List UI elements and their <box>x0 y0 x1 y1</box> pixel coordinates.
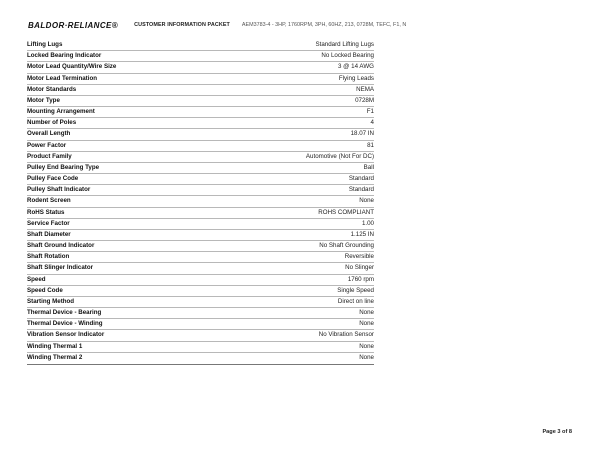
spec-value: Single Speed <box>337 286 374 294</box>
spec-value: Ball <box>363 163 374 171</box>
spec-row <box>27 96 374 107</box>
spec-table <box>27 40 374 365</box>
spec-label: Shaft Diameter <box>27 230 71 238</box>
spec-value: 3 @ 14 AWG <box>338 63 374 71</box>
spec-value: Standard Lifting Lugs <box>315 40 374 48</box>
spec-value: 1.125 IN <box>350 230 374 238</box>
spec-value: Direct on line <box>337 297 374 305</box>
spec-row <box>27 129 374 140</box>
spec-row <box>27 263 374 274</box>
spec-row <box>27 208 374 219</box>
spec-value: NEMA <box>356 85 374 93</box>
spec-row <box>27 297 374 308</box>
spec-label: Shaft Ground Indicator <box>27 242 95 250</box>
spec-label: Speed Code <box>27 286 63 294</box>
document-subtitle: AEM3783-4 - 3HP, 1760RPM, 3PH, 60HZ, 213, 0728M, TEFC, F1, N <box>241 22 407 28</box>
spec-value: Reversible <box>344 253 374 261</box>
spec-value: None <box>359 342 374 350</box>
spec-row <box>27 353 374 364</box>
spec-row <box>27 85 374 96</box>
spec-label: Overall Length <box>27 130 71 138</box>
spec-value: 1.00 <box>361 219 374 227</box>
spec-value: 81 <box>367 141 374 149</box>
spec-value: Flying Leads <box>338 74 374 82</box>
spec-label: Starting Method <box>27 297 75 305</box>
spec-value: None <box>359 197 374 205</box>
spec-label: Thermal Device - Bearing <box>27 309 102 317</box>
spec-row <box>27 219 374 230</box>
spec-label: Service Factor <box>27 219 70 227</box>
spec-row <box>27 107 374 118</box>
spec-value: Standard <box>348 175 374 183</box>
spec-value: Standard <box>348 186 374 194</box>
spec-label: Pulley End Bearing Type <box>27 163 100 171</box>
spec-label: Product Family <box>27 152 72 160</box>
document-title: CUSTOMER INFORMATION PACKET <box>134 22 230 28</box>
spec-value: 1760 rpm <box>347 275 374 283</box>
spec-row <box>27 330 374 341</box>
spec-row <box>27 40 374 51</box>
spec-value: None <box>359 309 374 317</box>
spec-row <box>27 275 374 286</box>
spec-row <box>27 230 374 241</box>
spec-label: Vibration Sensor Indicator <box>27 331 105 339</box>
spec-label: Shaft Rotation <box>27 253 70 261</box>
spec-row <box>27 141 374 152</box>
spec-label: Pulley Shaft Indicator <box>27 186 91 194</box>
spec-value: No Shaft Grounding <box>319 242 374 250</box>
spec-label: Number of Poles <box>27 119 77 127</box>
spec-label: Lifting Lugs <box>27 40 63 48</box>
spec-label: Speed <box>27 275 46 283</box>
spec-row <box>27 163 374 174</box>
spec-label: Rodent Screen <box>27 197 71 205</box>
spec-label: Motor Lead Quantity/Wire Size <box>27 63 117 71</box>
spec-label: Shaft Slinger Indicator <box>27 264 94 272</box>
spec-value: No Vibration Sensor <box>318 331 374 339</box>
page-number: Page 3 of 8 <box>542 429 572 435</box>
spec-row <box>27 51 374 62</box>
spec-label: Power Factor <box>27 141 67 149</box>
spec-label: Mounting Arrangement <box>27 108 95 116</box>
spec-row <box>27 319 374 330</box>
spec-value: Automotive (Not For DC) <box>305 152 374 160</box>
spec-row <box>27 62 374 73</box>
spec-row <box>27 286 374 297</box>
spec-row <box>27 118 374 129</box>
spec-value: F1 <box>366 108 374 116</box>
spec-row <box>27 74 374 85</box>
page-header <box>28 19 588 31</box>
spec-label: Locked Bearing Indicator <box>27 52 102 60</box>
spec-label: Motor Lead Termination <box>27 74 98 82</box>
spec-row <box>27 342 374 353</box>
spec-value: No Locked Bearing <box>321 52 374 60</box>
spec-value: 18.07 IN <box>350 130 374 138</box>
spec-row <box>27 252 374 263</box>
spec-row <box>27 152 374 163</box>
brand-logo: BALDOR·RELIANCE® <box>28 20 119 30</box>
spec-value: 0728M <box>355 96 374 104</box>
spec-label: RoHS Status <box>27 208 65 216</box>
spec-value: No Slinger <box>345 264 374 272</box>
spec-label: Winding Thermal 1 <box>27 342 83 350</box>
spec-value: ROHS COMPLIANT <box>318 208 374 216</box>
spec-label: Thermal Device - Winding <box>27 320 103 328</box>
spec-row <box>27 308 374 319</box>
spec-value: None <box>359 354 374 362</box>
spec-value: None <box>359 320 374 328</box>
spec-row <box>27 185 374 196</box>
spec-row <box>27 241 374 252</box>
spec-value: 4 <box>370 119 374 127</box>
spec-label: Pulley Face Code <box>27 175 79 183</box>
spec-row <box>27 174 374 185</box>
spec-row <box>27 196 374 207</box>
spec-label: Motor Type <box>27 96 60 104</box>
spec-label: Motor Standards <box>27 85 77 93</box>
spec-label: Winding Thermal 2 <box>27 354 83 362</box>
